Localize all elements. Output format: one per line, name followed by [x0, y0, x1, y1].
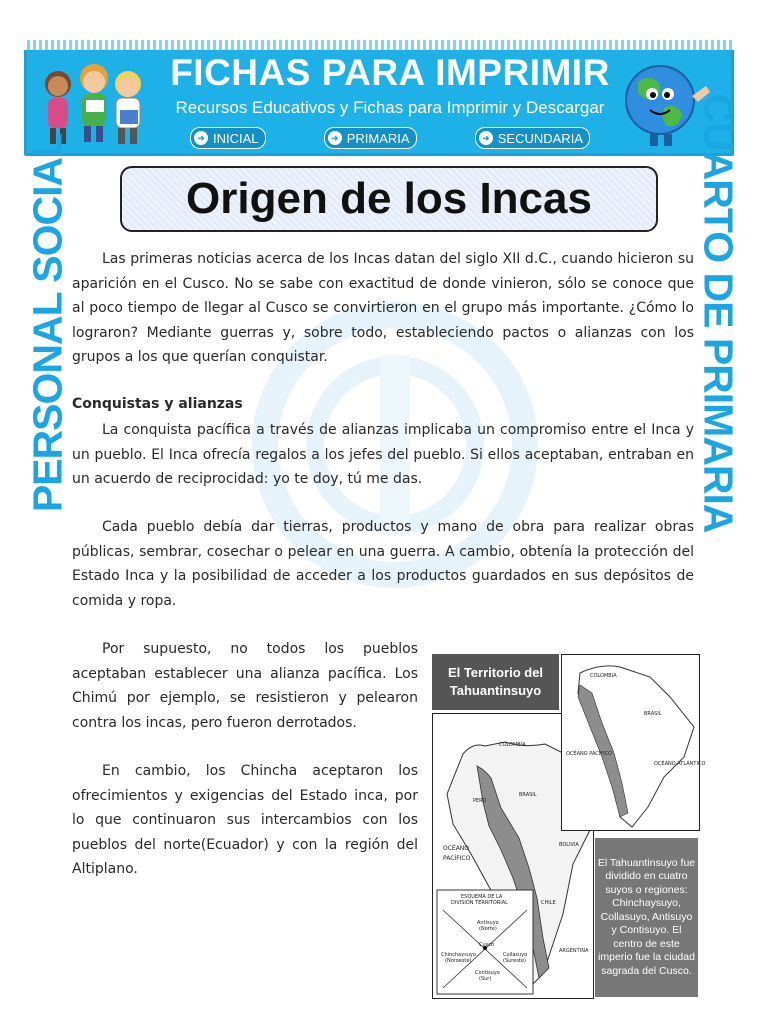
label-pacifico: PACÍFICO [443, 855, 471, 862]
paragraph-2: La conquista pacífica a través de alianzas implicaba un compromiso entre el Inca y un pueblo. El Inca ofrecía regalos a los jefes del pueblo. Si ellos aceptaban, entraban en un acuerdo de reciprocidad: yo te doy, tú me das. [72, 422, 694, 487]
label-bolivia: BOLIVIA [559, 842, 579, 848]
arrow-icon: ➜ [328, 131, 342, 145]
paragraph-1: Las primeras noticias acerca de los Incas datan del siglo XII d.C., cuando hicieron su aparición en el Cusco. No se sabe con exactitud de donde vinieron, sólo se conoce que al poco tiempo de llegar al Cusco se convirtieron en el grupo más importante. ¿Cómo lo lograron? Mediante guerras y, sobre todo, estableciendo pactos o alianzas con los grupos a los que querían conquistar. [72, 251, 694, 365]
territorial-division-schema [437, 890, 533, 994]
inset-label-atlantico: OCÉANO ATLÁNTICO [654, 761, 706, 767]
arrow-icon: ➜ [194, 131, 208, 145]
grade-label: CUARTO DE PRIMARIA [695, 93, 742, 533]
map-caption [432, 654, 559, 710]
nav-label: INICIAL [213, 130, 259, 146]
inset-label-colombia: COLOMBIA [590, 673, 617, 679]
paragraph-4: Por supuesto, no todos los pueblos aceptaban establecer una alianza pacífica. Los Chimú por ejemplo, se resistieron y pelearon contra los incas, pero fueron derrotados. [72, 641, 418, 731]
label-chile: CHILE [541, 900, 556, 906]
subject-label: PERSONAL SOCIAL [24, 133, 71, 513]
schema-collasuyo-dir: (Sureste) [503, 958, 526, 964]
schema-chinchaysuyo: Chinchaysuyo [441, 952, 476, 958]
map-caption-line-2: Tahuantinsuyo [449, 683, 542, 698]
nav-secundaria[interactable] [475, 127, 590, 149]
inset-label-pacifico: OCÉANO PACÍFICO [566, 751, 613, 757]
nav-primaria[interactable] [324, 127, 417, 149]
schema-contisuyo: Contisuyo [475, 970, 500, 976]
banner-stripe [24, 40, 734, 50]
paragraph-3: Cada pueblo debía dar tierras, productos y mano de obra para realizar obras públicas, sembrar, cosechar o pelear en una guerra. A cambio, obtenía la protección del Estado Inca y la posibilidad de acceder a los productos guardados en sus depósitos de comida y ropa. [72, 519, 694, 609]
south-america-inset-map [561, 654, 706, 831]
title-box [120, 166, 658, 232]
map-note: El Tahuantinsuyo fue dividido en cuatro suyos o regiones: Chinchaysuyo, Collasuyo, Antisuyo y Contisuyo. El centro de este imperio fue la ciudad sagrada del Cusco. [595, 838, 698, 997]
inset-label-brasil: BRASIL [644, 711, 662, 717]
arrow-icon: ➜ [479, 131, 493, 145]
schema-title-1: ESQUEMA DE LA [461, 894, 503, 900]
paragraph-5: En cambio, los Chincha aceptaron los ofrecimientos y exigencias del Estado inca, por lo que continuaron sus intercambios con los pueblos del norte(Ecuador) y con la región del Altiplano. [72, 763, 418, 877]
schema-title-2: DIVISIÓN TERRITORIAL [451, 900, 508, 906]
schema-antisuyo: Antisuyo [477, 920, 499, 926]
schema-collasuyo: Collasuyo [503, 952, 528, 958]
page-title: Origen de los Incas [186, 174, 592, 223]
schema-cusco: Cusco [479, 942, 495, 948]
site-nav [190, 127, 590, 149]
schema-chinchaysuyo-dir: (Noroeste) [445, 958, 472, 964]
nav-label: SECUNDARIA [497, 130, 583, 146]
schema-contisuyo-dir: (Sur) [479, 976, 492, 982]
schema-antisuyo-dir: (Norte) [479, 926, 497, 932]
label-argentina: ARGENTINA [559, 948, 589, 954]
site-title: FICHAS PARA IMPRIMIR [170, 52, 610, 93]
label-brasil: BRASIL [519, 792, 537, 798]
section-heading: Conquistas y alianzas [72, 396, 243, 412]
label-colombia: COLOMBIA [499, 742, 526, 748]
nav-label: PRIMARIA [346, 130, 410, 146]
site-subtitle: Recursos Educativos y Fichas para Imprimir y Descargar [175, 98, 605, 117]
label-oceano: OCÉANO [443, 845, 470, 852]
nav-inicial[interactable] [190, 127, 266, 149]
map-caption-line-1: El Territorio del [447, 665, 544, 680]
label-peru: PERÚ [473, 798, 487, 804]
